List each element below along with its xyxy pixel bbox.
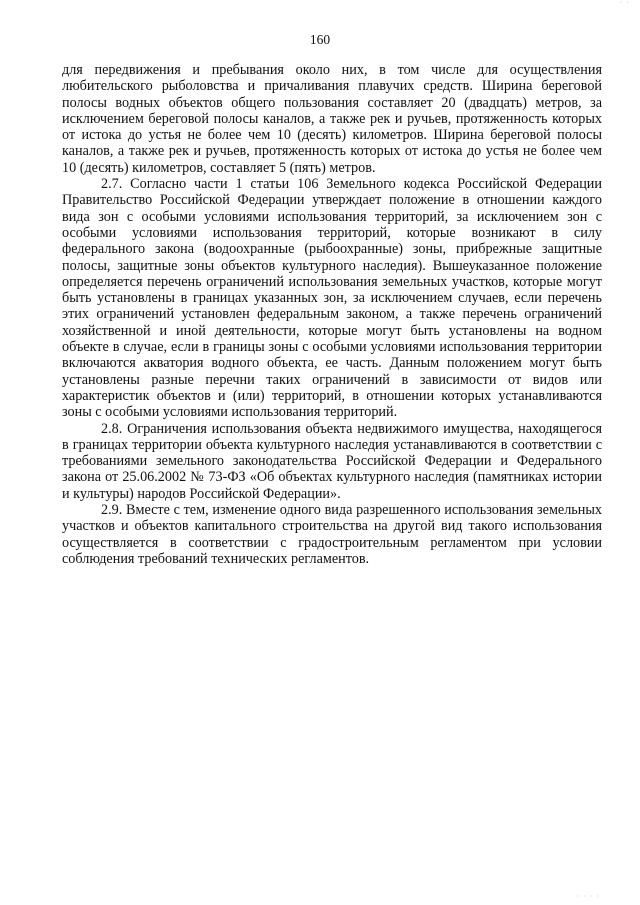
paragraph-section-2-8: 2.8. Ограничения использования объекта недвижимого имущества, находящегося в границах территории объекта культурного наследия устанавливаются в соответствии с требованиями земельного законодательства Российской Федерации и Федерального закона от 25.06.2002 № 73-ФЗ «Об объектах культурного наследия (памятниках истории и культуры) народов Российской Федерации». — [62, 420, 602, 502]
scan-corner-mark-top: · · — [619, 0, 630, 7]
document-body — [62, 62, 602, 567]
paragraph-section-2-9: 2.9. Вместе с тем, изменение одного вида разрешенного использования земельных участков и объектов капитального строительства на другой вид такого использования осуществляется в соответствии с градостроительным регламентом при условии соблюдения требований технических регламентов. — [62, 502, 602, 567]
paragraph-continuation: для передвижения и пребывания около них, в том числе для осуществления любительского рыболовства и причаливания плавучих средств. Ширина береговой полосы водных объектов общего пользования составляет 20 (двадцать) метров, за исключением береговой полосы каналов, а также рек и ручьев, протяженность которых от истока до устья не более чем 10 (десять) километров. Ширина береговой полосы каналов, а также рек и ручьев, протяженность которых от истока до устья не более чем 10 (десять) километров, составляет 5 (пять) метров. — [62, 62, 602, 176]
scan-corner-mark-bottom: · · · · — [576, 892, 600, 901]
paragraph-section-2-7: 2.7. Согласно части 1 статьи 106 Земельного кодекса Российской Федерации Правительство Российской Федерации утверждает положение в отношении каждого вида зон с особыми условиями использования территорий, за исключением зон с особыми условиями использования территорий, которые возникают в силу федерального закона (водоохранные (рыбоохранные) зоны, прибрежные защитные полосы, защитные зоны объектов культурного наследия). Вышеуказанное положение определяется перечень ограничений использования земельных участков, которые могут быть установлены в границах указанных зон, за исключением случаев, если перечень этих ограничений установлен федеральным законом, а также перечень ограничений хозяйственной и иной деятельности, которые могут быть установлены на водном объекте в случае, если в границы зоны с особыми условиями использования территории включаются акватория водного объекта, ее часть. Данным положением могут быть установлены разные перечни таких ограничений в зависимости от видов или характеристик объектов и (или) территорий, в отношении которых устанавливаются зоны с особыми условиями использования территорий. — [62, 176, 602, 421]
page-number: 160 — [309, 32, 331, 47]
